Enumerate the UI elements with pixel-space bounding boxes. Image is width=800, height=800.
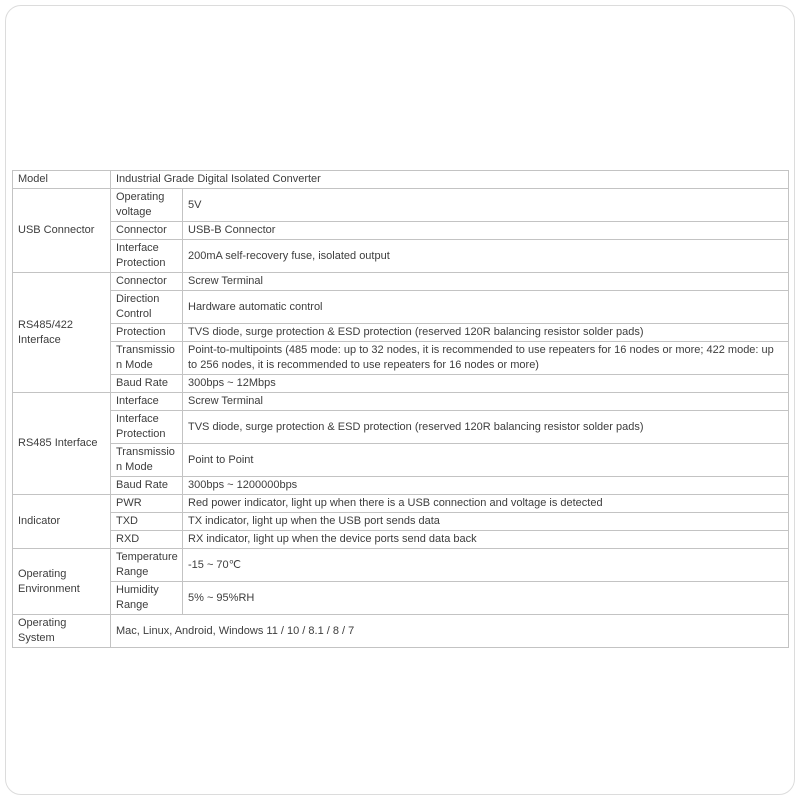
table-row (13, 549, 789, 582)
table-row (13, 615, 789, 648)
spec-category-cell: USB Connector (13, 189, 111, 273)
spec-table (12, 170, 789, 648)
table-row (13, 222, 789, 240)
table-row (13, 444, 789, 477)
spec-sub-cell: Direction Control (111, 291, 183, 324)
spec-sub-cell: Temperature Range (111, 549, 183, 582)
table-row (13, 189, 789, 222)
spec-sub-cell: Transmission Mode (111, 444, 183, 477)
table-row (13, 582, 789, 615)
spec-category-cell: Operating System (13, 615, 111, 648)
spec-sub-cell: RXD (111, 531, 183, 549)
spec-category-cell: Indicator (13, 495, 111, 549)
spec-category-cell: RS485 Interface (13, 393, 111, 495)
spec-value-cell: TVS diode, surge protection & ESD protection (reserved 120R balancing resistor solder pads) (183, 324, 789, 342)
spec-sub-cell: Interface Protection (111, 411, 183, 444)
spec-value-cell: RX indicator, light up when the device ports send data back (183, 531, 789, 549)
spec-value-cell: -15 ~ 70℃ (183, 549, 789, 582)
table-row (13, 291, 789, 324)
spec-value-cell: Point-to-multipoints (485 mode: up to 32 nodes, it is recommended to use repeaters for 16 nodes or more; 422 mode: up to 256 nodes, it is recommended to use repeaters for 16 nodes or more) (183, 342, 789, 375)
spec-sub-cell: Baud Rate (111, 375, 183, 393)
spec-value-cell: TX indicator, light up when the USB port sends data (183, 513, 789, 531)
table-row (13, 513, 789, 531)
spec-value-cell: 300bps ~ 12Mbps (183, 375, 789, 393)
table-row (13, 273, 789, 291)
spec-sub-cell: TXD (111, 513, 183, 531)
spec-value-cell: Hardware automatic control (183, 291, 789, 324)
spec-value-cell: 5V (183, 189, 789, 222)
table-row (13, 171, 789, 189)
spec-sub-cell: Protection (111, 324, 183, 342)
table-row (13, 342, 789, 375)
spec-value-cell: Mac, Linux, Android, Windows 11 / 10 / 8.1 / 8 / 7 (111, 615, 789, 648)
spec-value-cell: Red power indicator, light up when there is a USB connection and voltage is detected (183, 495, 789, 513)
table-row (13, 495, 789, 513)
spec-value-cell: 5% ~ 95%RH (183, 582, 789, 615)
table-row (13, 411, 789, 444)
table-row (13, 477, 789, 495)
spec-value-cell: Point to Point (183, 444, 789, 477)
spec-sub-cell: Baud Rate (111, 477, 183, 495)
spec-value-cell: 200mA self-recovery fuse, isolated output (183, 240, 789, 273)
spec-sub-cell: Transmission Mode (111, 342, 183, 375)
spec-sub-cell: Connector (111, 222, 183, 240)
spec-sub-cell: Humidity Range (111, 582, 183, 615)
spec-sub-cell: Interface Protection (111, 240, 183, 273)
spec-category-cell: Operating Environment (13, 549, 111, 615)
table-row (13, 375, 789, 393)
spec-sub-cell: Interface (111, 393, 183, 411)
spec-value-cell: USB-B Connector (183, 222, 789, 240)
spec-value-cell: Screw Terminal (183, 393, 789, 411)
table-row (13, 324, 789, 342)
table-row (13, 393, 789, 411)
spec-sub-cell: PWR (111, 495, 183, 513)
spec-value-cell: Industrial Grade Digital Isolated Converter (111, 171, 789, 189)
spec-sub-cell: Operating voltage (111, 189, 183, 222)
spec-value-cell: Screw Terminal (183, 273, 789, 291)
spec-value-cell: 300bps ~ 1200000bps (183, 477, 789, 495)
table-row (13, 531, 789, 549)
spec-category-cell: Model (13, 171, 111, 189)
spec-value-cell: TVS diode, surge protection & ESD protection (reserved 120R balancing resistor solder pads) (183, 411, 789, 444)
table-row (13, 240, 789, 273)
spec-category-cell: RS485/422 Interface (13, 273, 111, 393)
spec-table-body (13, 171, 789, 648)
spec-sub-cell: Connector (111, 273, 183, 291)
